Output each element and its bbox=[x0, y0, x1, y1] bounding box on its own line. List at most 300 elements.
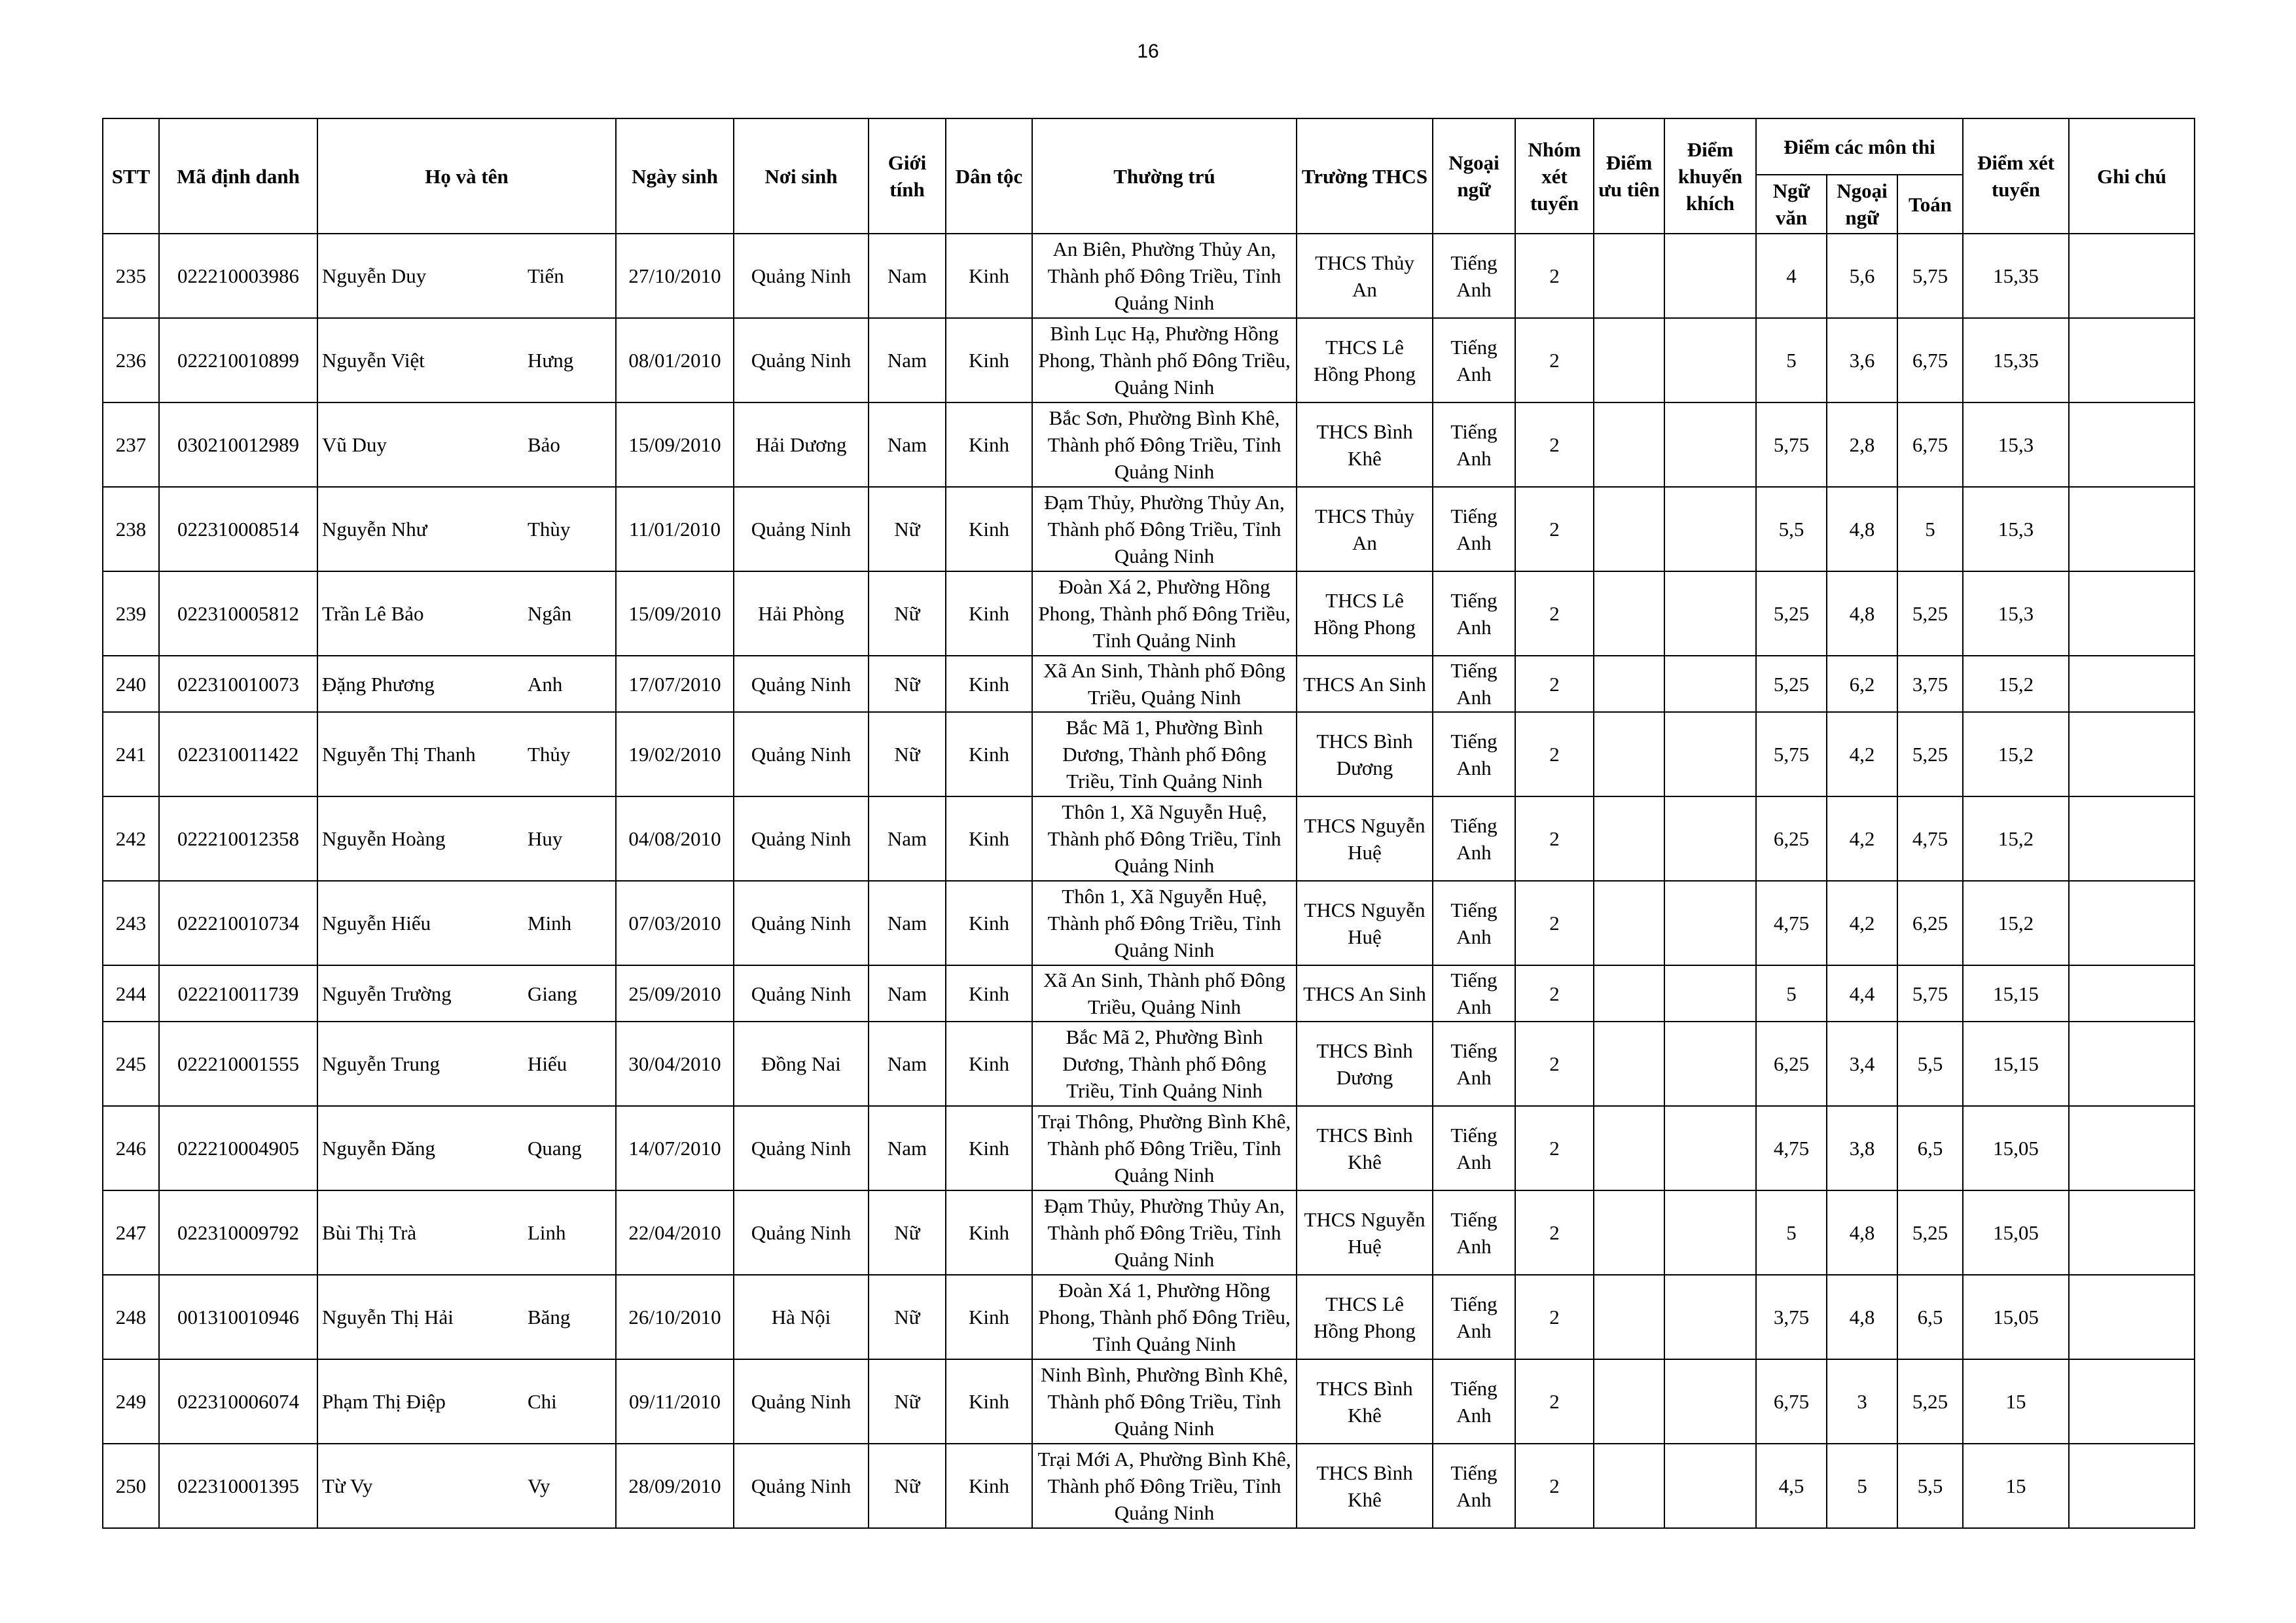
cell-stt: 242 bbox=[103, 796, 159, 881]
cell-gender: Nữ bbox=[869, 1359, 946, 1444]
cell-school: THCS Lê Hồng Phong bbox=[1297, 571, 1433, 656]
cell-residence: Bắc Mã 1, Phường Bình Dương, Thành phố Đông Triều, Tỉnh Quảng Ninh bbox=[1032, 712, 1297, 796]
cell-ethnicity: Kinh bbox=[946, 571, 1032, 656]
cell-gender: Nữ bbox=[869, 571, 946, 656]
cell-foreign-language: 3,6 bbox=[1827, 318, 1897, 402]
cell-pob: Quảng Ninh bbox=[734, 1359, 869, 1444]
table-row bbox=[103, 1359, 2195, 1444]
cell-total: 15,15 bbox=[1963, 965, 2069, 1022]
cell-group: 2 bbox=[1515, 571, 1594, 656]
cell-group: 2 bbox=[1515, 1190, 1594, 1275]
cell-priority bbox=[1594, 1190, 1664, 1275]
cell-bonus bbox=[1664, 1022, 1756, 1106]
header-residence: Thường trú bbox=[1032, 118, 1297, 234]
cell-residence: An Biên, Phường Thủy An, Thành phố Đông Triều, Tỉnh Quảng Ninh bbox=[1032, 234, 1297, 318]
cell-language: Tiếng Anh bbox=[1433, 234, 1515, 318]
cell-ethnicity: Kinh bbox=[946, 796, 1032, 881]
cell-school: THCS An Sinh bbox=[1297, 965, 1433, 1022]
cell-id: 022210004905 bbox=[159, 1106, 317, 1190]
cell-surname: Vũ Duy bbox=[322, 433, 387, 456]
cell-ethnicity: Kinh bbox=[946, 487, 1032, 571]
cell-gender: Nữ bbox=[869, 1444, 946, 1528]
cell-residence: Đạm Thủy, Phường Thủy An, Thành phố Đông Triều, Tỉnh Quảng Ninh bbox=[1032, 487, 1297, 571]
cell-literature: 6,25 bbox=[1756, 796, 1827, 881]
cell-stt: 237 bbox=[103, 402, 159, 487]
cell-literature: 5 bbox=[1756, 965, 1827, 1022]
cell-literature: 5 bbox=[1756, 1190, 1827, 1275]
cell-math: 6,25 bbox=[1897, 881, 1963, 965]
cell-priority bbox=[1594, 796, 1664, 881]
cell-bonus bbox=[1664, 487, 1756, 571]
cell-given-name: Anh bbox=[528, 672, 563, 696]
cell-math: 5,25 bbox=[1897, 1190, 1963, 1275]
cell-surname: Nguyễn Hoàng bbox=[322, 827, 446, 850]
cell-given-name: Vy bbox=[528, 1474, 550, 1497]
cell-residence: Xã An Sinh, Thành phố Đông Triều, Quảng Ninh bbox=[1032, 656, 1297, 712]
cell-pob: Đồng Nai bbox=[734, 1022, 869, 1106]
table-row bbox=[103, 965, 2195, 1022]
cell-full-name bbox=[317, 1359, 616, 1444]
table-row bbox=[103, 1275, 2195, 1359]
cell-full-name bbox=[317, 656, 616, 712]
cell-priority bbox=[1594, 656, 1664, 712]
cell-dob: 14/07/2010 bbox=[616, 1106, 734, 1190]
cell-total: 15 bbox=[1963, 1444, 2069, 1528]
cell-residence: Ninh Bình, Phường Bình Khê, Thành phố Đông Triều, Tỉnh Quảng Ninh bbox=[1032, 1359, 1297, 1444]
cell-full-name bbox=[317, 796, 616, 881]
cell-foreign-language: 4,2 bbox=[1827, 796, 1897, 881]
cell-id: 022210001555 bbox=[159, 1022, 317, 1106]
cell-math: 5,25 bbox=[1897, 1359, 1963, 1444]
cell-total: 15,35 bbox=[1963, 318, 2069, 402]
cell-math: 3,75 bbox=[1897, 656, 1963, 712]
cell-total: 15,2 bbox=[1963, 656, 2069, 712]
cell-note bbox=[2069, 1275, 2195, 1359]
cell-id: 022310010073 bbox=[159, 656, 317, 712]
cell-gender: Nam bbox=[869, 1106, 946, 1190]
cell-group: 2 bbox=[1515, 234, 1594, 318]
cell-pob: Quảng Ninh bbox=[734, 965, 869, 1022]
cell-stt: 246 bbox=[103, 1106, 159, 1190]
cell-note bbox=[2069, 487, 2195, 571]
cell-stt: 238 bbox=[103, 487, 159, 571]
cell-gender: Nam bbox=[869, 881, 946, 965]
table-row bbox=[103, 234, 2195, 318]
cell-note bbox=[2069, 712, 2195, 796]
cell-foreign-language: 3 bbox=[1827, 1359, 1897, 1444]
cell-foreign-language: 4,4 bbox=[1827, 965, 1897, 1022]
cell-language: Tiếng Anh bbox=[1433, 402, 1515, 487]
cell-group: 2 bbox=[1515, 712, 1594, 796]
header-bonus: Điểm khuyến khích bbox=[1664, 118, 1756, 234]
cell-full-name bbox=[317, 402, 616, 487]
cell-surname: Nguyễn Trường bbox=[322, 982, 452, 1005]
cell-language: Tiếng Anh bbox=[1433, 712, 1515, 796]
cell-dob: 27/10/2010 bbox=[616, 234, 734, 318]
cell-pob: Quảng Ninh bbox=[734, 1106, 869, 1190]
cell-stt: 243 bbox=[103, 881, 159, 965]
cell-residence: Đoàn Xá 2, Phường Hồng Phong, Thành phố Đông Triều, Tỉnh Quảng Ninh bbox=[1032, 571, 1297, 656]
cell-pob: Quảng Ninh bbox=[734, 487, 869, 571]
cell-school: THCS Nguyễn Huệ bbox=[1297, 1190, 1433, 1275]
cell-bonus bbox=[1664, 796, 1756, 881]
cell-ethnicity: Kinh bbox=[946, 712, 1032, 796]
cell-literature: 5,75 bbox=[1756, 712, 1827, 796]
cell-full-name bbox=[317, 234, 616, 318]
cell-note bbox=[2069, 1444, 2195, 1528]
header-name: Họ và tên bbox=[317, 118, 616, 234]
cell-language: Tiếng Anh bbox=[1433, 1275, 1515, 1359]
cell-residence: Đạm Thủy, Phường Thủy An, Thành phố Đông Triều, Tỉnh Quảng Ninh bbox=[1032, 1190, 1297, 1275]
cell-total: 15,2 bbox=[1963, 712, 2069, 796]
header-literature: Ngữ văn bbox=[1756, 175, 1827, 234]
cell-note bbox=[2069, 1359, 2195, 1444]
table-row bbox=[103, 656, 2195, 712]
cell-total: 15,35 bbox=[1963, 234, 2069, 318]
cell-priority bbox=[1594, 712, 1664, 796]
cell-full-name bbox=[317, 1275, 616, 1359]
cell-note bbox=[2069, 234, 2195, 318]
table-row bbox=[103, 881, 2195, 965]
cell-group: 2 bbox=[1515, 881, 1594, 965]
cell-math: 5 bbox=[1897, 487, 1963, 571]
cell-bonus bbox=[1664, 1359, 1756, 1444]
cell-literature: 3,75 bbox=[1756, 1275, 1827, 1359]
cell-given-name: Chi bbox=[528, 1390, 557, 1413]
cell-literature: 6,75 bbox=[1756, 1359, 1827, 1444]
cell-residence: Thôn 1, Xã Nguyễn Huệ, Thành phố Đông Triều, Tỉnh Quảng Ninh bbox=[1032, 881, 1297, 965]
cell-id: 022210003986 bbox=[159, 234, 317, 318]
cell-literature: 4,75 bbox=[1756, 1106, 1827, 1190]
cell-given-name: Hiếu bbox=[528, 1052, 567, 1075]
cell-given-name: Giang bbox=[528, 982, 577, 1005]
header-school: Trường THCS bbox=[1297, 118, 1433, 234]
cell-bonus bbox=[1664, 1190, 1756, 1275]
cell-school: THCS Bình Dương bbox=[1297, 1022, 1433, 1106]
cell-bonus bbox=[1664, 965, 1756, 1022]
cell-bonus bbox=[1664, 571, 1756, 656]
cell-priority bbox=[1594, 1359, 1664, 1444]
cell-gender: Nữ bbox=[869, 1275, 946, 1359]
cell-literature: 4,5 bbox=[1756, 1444, 1827, 1528]
cell-group: 2 bbox=[1515, 796, 1594, 881]
cell-given-name: Huy bbox=[528, 827, 563, 850]
cell-priority bbox=[1594, 881, 1664, 965]
cell-given-name: Linh bbox=[528, 1221, 566, 1244]
cell-surname: Nguyễn Hiếu bbox=[322, 912, 431, 935]
cell-language: Tiếng Anh bbox=[1433, 1106, 1515, 1190]
cell-math: 6,5 bbox=[1897, 1275, 1963, 1359]
cell-foreign-language: 4,8 bbox=[1827, 571, 1897, 656]
cell-literature: 6,25 bbox=[1756, 1022, 1827, 1106]
cell-ethnicity: Kinh bbox=[946, 402, 1032, 487]
cell-id: 022310001395 bbox=[159, 1444, 317, 1528]
cell-ethnicity: Kinh bbox=[946, 1444, 1032, 1528]
cell-priority bbox=[1594, 234, 1664, 318]
cell-id: 022310008514 bbox=[159, 487, 317, 571]
cell-gender: Nữ bbox=[869, 1190, 946, 1275]
cell-dob: 11/01/2010 bbox=[616, 487, 734, 571]
cell-full-name bbox=[317, 1444, 616, 1528]
cell-note bbox=[2069, 1190, 2195, 1275]
cell-surname: Đặng Phương bbox=[322, 672, 435, 696]
cell-given-name: Thùy bbox=[528, 518, 571, 541]
cell-given-name: Quang bbox=[528, 1137, 582, 1160]
cell-pob: Quảng Ninh bbox=[734, 1190, 869, 1275]
table-row bbox=[103, 1106, 2195, 1190]
cell-language: Tiếng Anh bbox=[1433, 1190, 1515, 1275]
cell-literature: 5,75 bbox=[1756, 402, 1827, 487]
cell-math: 5,5 bbox=[1897, 1022, 1963, 1106]
cell-foreign-language: 6,2 bbox=[1827, 656, 1897, 712]
cell-full-name bbox=[317, 571, 616, 656]
cell-math: 5,75 bbox=[1897, 965, 1963, 1022]
cell-full-name bbox=[317, 1022, 616, 1106]
cell-ethnicity: Kinh bbox=[946, 1359, 1032, 1444]
cell-pob: Quảng Ninh bbox=[734, 1444, 869, 1528]
cell-school: THCS Nguyễn Huệ bbox=[1297, 881, 1433, 965]
table-row bbox=[103, 487, 2195, 571]
cell-gender: Nam bbox=[869, 1022, 946, 1106]
cell-gender: Nam bbox=[869, 318, 946, 402]
cell-school: THCS Bình Khê bbox=[1297, 1359, 1433, 1444]
header-note: Ghi chú bbox=[2069, 118, 2195, 234]
cell-surname: Nguyễn Thị Hải bbox=[322, 1306, 454, 1329]
cell-school: THCS Bình Dương bbox=[1297, 712, 1433, 796]
cell-bonus bbox=[1664, 656, 1756, 712]
cell-residence: Thôn 1, Xã Nguyễn Huệ, Thành phố Đông Triều, Tỉnh Quảng Ninh bbox=[1032, 796, 1297, 881]
cell-total: 15,15 bbox=[1963, 1022, 2069, 1106]
cell-total: 15 bbox=[1963, 1359, 2069, 1444]
table-row bbox=[103, 712, 2195, 796]
cell-school: THCS Thủy An bbox=[1297, 234, 1433, 318]
cell-priority bbox=[1594, 402, 1664, 487]
cell-full-name bbox=[317, 965, 616, 1022]
cell-surname: Nguyễn Việt bbox=[322, 349, 425, 372]
header-language: Ngoại ngữ bbox=[1433, 118, 1515, 234]
cell-foreign-language: 5 bbox=[1827, 1444, 1897, 1528]
header-total: Điểm xét tuyển bbox=[1963, 118, 2069, 234]
cell-gender: Nam bbox=[869, 965, 946, 1022]
header-id: Mã định danh bbox=[159, 118, 317, 234]
cell-group: 2 bbox=[1515, 1022, 1594, 1106]
cell-bonus bbox=[1664, 1444, 1756, 1528]
cell-residence: Bình Lục Hạ, Phường Hồng Phong, Thành phố Đông Triều, Quảng Ninh bbox=[1032, 318, 1297, 402]
cell-foreign-language: 4,2 bbox=[1827, 712, 1897, 796]
cell-literature: 5,25 bbox=[1756, 656, 1827, 712]
cell-residence: Trại Mới A, Phường Bình Khê, Thành phố Đông Triều, Tỉnh Quảng Ninh bbox=[1032, 1444, 1297, 1528]
cell-stt: 245 bbox=[103, 1022, 159, 1106]
cell-priority bbox=[1594, 1106, 1664, 1190]
cell-total: 15,2 bbox=[1963, 796, 2069, 881]
cell-id: 022210010734 bbox=[159, 881, 317, 965]
cell-stt: 248 bbox=[103, 1275, 159, 1359]
cell-total: 15,3 bbox=[1963, 402, 2069, 487]
cell-note bbox=[2069, 318, 2195, 402]
cell-stt: 236 bbox=[103, 318, 159, 402]
cell-language: Tiếng Anh bbox=[1433, 318, 1515, 402]
cell-language: Tiếng Anh bbox=[1433, 487, 1515, 571]
cell-pob: Quảng Ninh bbox=[734, 881, 869, 965]
cell-residence: Đoàn Xá 1, Phường Hồng Phong, Thành phố Đông Triều, Tỉnh Quảng Ninh bbox=[1032, 1275, 1297, 1359]
cell-foreign-language: 4,2 bbox=[1827, 881, 1897, 965]
cell-gender: Nam bbox=[869, 796, 946, 881]
cell-full-name bbox=[317, 881, 616, 965]
cell-bonus bbox=[1664, 1106, 1756, 1190]
cell-language: Tiếng Anh bbox=[1433, 1359, 1515, 1444]
cell-stt: 249 bbox=[103, 1359, 159, 1444]
cell-literature: 4,75 bbox=[1756, 881, 1827, 965]
cell-given-name: Bảo bbox=[528, 433, 560, 456]
cell-bonus bbox=[1664, 1275, 1756, 1359]
cell-id: 022310009792 bbox=[159, 1190, 317, 1275]
cell-note bbox=[2069, 1106, 2195, 1190]
cell-group: 2 bbox=[1515, 402, 1594, 487]
cell-given-name: Băng bbox=[528, 1306, 571, 1329]
cell-given-name: Tiến bbox=[528, 264, 564, 287]
cell-dob: 07/03/2010 bbox=[616, 881, 734, 965]
cell-dob: 28/09/2010 bbox=[616, 1444, 734, 1528]
cell-ethnicity: Kinh bbox=[946, 881, 1032, 965]
cell-math: 4,75 bbox=[1897, 796, 1963, 881]
cell-total: 15,05 bbox=[1963, 1275, 2069, 1359]
header-scores-group: Điểm các môn thi bbox=[1756, 118, 1963, 175]
cell-literature: 4 bbox=[1756, 234, 1827, 318]
cell-ethnicity: Kinh bbox=[946, 234, 1032, 318]
cell-group: 2 bbox=[1515, 1359, 1594, 1444]
table-row bbox=[103, 1444, 2195, 1528]
cell-stt: 247 bbox=[103, 1190, 159, 1275]
cell-note bbox=[2069, 965, 2195, 1022]
cell-id: 022210010899 bbox=[159, 318, 317, 402]
cell-pob: Quảng Ninh bbox=[734, 712, 869, 796]
cell-literature: 5,25 bbox=[1756, 571, 1827, 656]
cell-dob: 09/11/2010 bbox=[616, 1359, 734, 1444]
cell-foreign-language: 4,8 bbox=[1827, 1275, 1897, 1359]
cell-bonus bbox=[1664, 881, 1756, 965]
cell-group: 2 bbox=[1515, 965, 1594, 1022]
cell-id: 022310005812 bbox=[159, 571, 317, 656]
cell-language: Tiếng Anh bbox=[1433, 881, 1515, 965]
cell-priority bbox=[1594, 487, 1664, 571]
cell-math: 6,5 bbox=[1897, 1106, 1963, 1190]
cell-note bbox=[2069, 656, 2195, 712]
cell-stt: 241 bbox=[103, 712, 159, 796]
cell-gender: Nam bbox=[869, 234, 946, 318]
cell-pob: Hải Phòng bbox=[734, 571, 869, 656]
cell-school: THCS Lê Hồng Phong bbox=[1297, 318, 1433, 402]
cell-group: 2 bbox=[1515, 1444, 1594, 1528]
header-gender: Giới tính bbox=[869, 118, 946, 234]
header-group: Nhóm xét tuyển bbox=[1515, 118, 1594, 234]
cell-school: THCS Thủy An bbox=[1297, 487, 1433, 571]
cell-stt: 250 bbox=[103, 1444, 159, 1528]
cell-language: Tiếng Anh bbox=[1433, 1444, 1515, 1528]
cell-dob: 08/01/2010 bbox=[616, 318, 734, 402]
cell-note bbox=[2069, 402, 2195, 487]
header-stt: STT bbox=[103, 118, 159, 234]
cell-language: Tiếng Anh bbox=[1433, 1022, 1515, 1106]
cell-stt: 239 bbox=[103, 571, 159, 656]
cell-id: 001310010946 bbox=[159, 1275, 317, 1359]
cell-school: THCS An Sinh bbox=[1297, 656, 1433, 712]
cell-surname: Trần Lê Bảo bbox=[322, 602, 424, 625]
cell-foreign-language: 3,8 bbox=[1827, 1106, 1897, 1190]
cell-ethnicity: Kinh bbox=[946, 1022, 1032, 1106]
table-row bbox=[103, 571, 2195, 656]
cell-id: 022210011739 bbox=[159, 965, 317, 1022]
cell-foreign-language: 5,6 bbox=[1827, 234, 1897, 318]
cell-dob: 30/04/2010 bbox=[616, 1022, 734, 1106]
cell-language: Tiếng Anh bbox=[1433, 796, 1515, 881]
cell-surname: Nguyễn Duy bbox=[322, 264, 427, 287]
cell-full-name bbox=[317, 1106, 616, 1190]
cell-stt: 235 bbox=[103, 234, 159, 318]
cell-full-name bbox=[317, 1190, 616, 1275]
cell-group: 2 bbox=[1515, 487, 1594, 571]
cell-pob: Quảng Ninh bbox=[734, 656, 869, 712]
cell-math: 5,5 bbox=[1897, 1444, 1963, 1528]
cell-school: THCS Nguyễn Huệ bbox=[1297, 796, 1433, 881]
cell-group: 2 bbox=[1515, 1106, 1594, 1190]
cell-total: 15,3 bbox=[1963, 487, 2069, 571]
cell-ethnicity: Kinh bbox=[946, 318, 1032, 402]
cell-surname: Nguyễn Đăng bbox=[322, 1137, 436, 1160]
cell-dob: 17/07/2010 bbox=[616, 656, 734, 712]
cell-note bbox=[2069, 881, 2195, 965]
cell-given-name: Minh bbox=[528, 912, 572, 935]
cell-ethnicity: Kinh bbox=[946, 1190, 1032, 1275]
cell-pob: Hà Nội bbox=[734, 1275, 869, 1359]
cell-math: 5,75 bbox=[1897, 234, 1963, 318]
cell-literature: 5 bbox=[1756, 318, 1827, 402]
cell-priority bbox=[1594, 1275, 1664, 1359]
table-row bbox=[103, 318, 2195, 402]
cell-bonus bbox=[1664, 712, 1756, 796]
cell-note bbox=[2069, 571, 2195, 656]
cell-ethnicity: Kinh bbox=[946, 1275, 1032, 1359]
cell-ethnicity: Kinh bbox=[946, 656, 1032, 712]
cell-surname: Từ Vy bbox=[322, 1474, 373, 1497]
cell-full-name bbox=[317, 712, 616, 796]
cell-bonus bbox=[1664, 234, 1756, 318]
cell-priority bbox=[1594, 1444, 1664, 1528]
cell-id: 022210012358 bbox=[159, 796, 317, 881]
cell-school: THCS Bình Khê bbox=[1297, 1106, 1433, 1190]
cell-surname: Nguyễn Thị Thanh bbox=[322, 743, 476, 766]
cell-residence: Trại Thông, Phường Bình Khê, Thành phố Đông Triều, Tỉnh Quảng Ninh bbox=[1032, 1106, 1297, 1190]
header-foreign-language: Ngoại ngữ bbox=[1827, 175, 1897, 234]
cell-note bbox=[2069, 796, 2195, 881]
cell-surname: Nguyễn Trung bbox=[322, 1052, 440, 1075]
cell-stt: 244 bbox=[103, 965, 159, 1022]
page-number: 16 bbox=[1137, 41, 1159, 62]
table-row bbox=[103, 796, 2195, 881]
cell-note bbox=[2069, 1022, 2195, 1106]
cell-full-name bbox=[317, 487, 616, 571]
cell-language: Tiếng Anh bbox=[1433, 571, 1515, 656]
cell-given-name: Ngân bbox=[528, 602, 572, 625]
cell-ethnicity: Kinh bbox=[946, 965, 1032, 1022]
cell-given-name: Hưng bbox=[528, 349, 574, 372]
header-priority: Điểm ưu tiên bbox=[1594, 118, 1664, 234]
cell-foreign-language: 2,8 bbox=[1827, 402, 1897, 487]
cell-bonus bbox=[1664, 318, 1756, 402]
cell-pob: Quảng Ninh bbox=[734, 796, 869, 881]
cell-given-name: Thủy bbox=[528, 743, 571, 766]
cell-total: 15,3 bbox=[1963, 571, 2069, 656]
cell-priority bbox=[1594, 965, 1664, 1022]
